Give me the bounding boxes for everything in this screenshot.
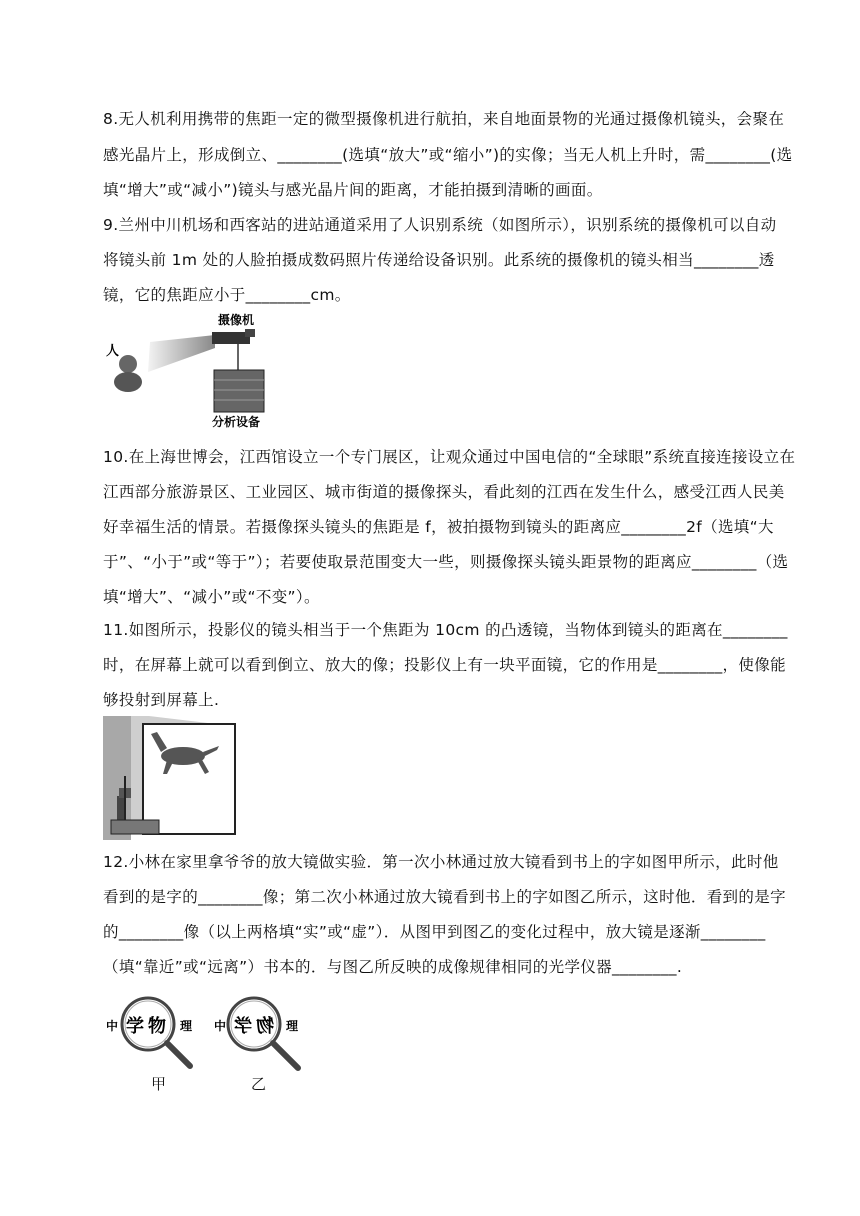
q10-line-4: 于”、“小于”或“等于”）；若要使取景范围变大一些，则摄像探头镜头距景物的距离应________（选: [103, 553, 789, 571]
char-left: 中: [106, 1019, 119, 1033]
char-right: 理: [180, 1019, 193, 1033]
q11-line-3: 够投射到屏幕上.: [103, 691, 220, 709]
char-1-mirrored: 物: [256, 1016, 274, 1037]
char-2: 物: [148, 1016, 166, 1037]
q10-line-2: 江西部分旅游景区、工业园区、城市街道的摄像探头，看此刻的江西在发生什么，感受江西人民美: [103, 483, 785, 501]
analysis-device: [214, 370, 264, 412]
q9-line-3: 镜，它的焦距应小于________cm。: [103, 286, 351, 304]
magnifier-figure-b: [214, 990, 314, 1072]
q8-line-3: 填“增大”或“减小”)镜头与感光晶片间的距离，才能拍摄到清晰的画面。: [103, 181, 603, 199]
q9-line-1: 9.兰州中川机场和西客站的进站通道采用了人识别系统（如图所示），识别系统的摄像机可以自动: [103, 216, 777, 234]
q12-line-2: 看到的是字的________像；第二次小林通过放大镜看到书上的字如图乙所示，这时他．看到的是字: [103, 888, 786, 906]
char-left: 中: [214, 1019, 227, 1033]
person-body: [114, 372, 142, 392]
q8-line-2: 感光晶片上，形成倒立、________(选填“放大”或“缩小”)的实像；当无人机上升时，需________(选: [103, 146, 793, 164]
q12-line-1: 12.小林在家里拿爷爷的放大镜做实验．第一次小林通过放大镜看到书上的字如图甲所示，此时他: [103, 853, 779, 871]
person-head: [119, 355, 137, 373]
figure-label-camera: 摄像机: [218, 313, 255, 327]
char-2-mirrored: 学: [234, 1016, 252, 1037]
figure-label-device: 分析设备: [212, 415, 261, 429]
q12-line-3: 的________像（以上两格填“实”或“虚”）．从图甲到图乙的变化过程中，放大镜是逐渐________: [103, 923, 766, 941]
q11-line-2: 时，在屏幕上就可以看到倒立、放大的像；投影仪上有一块平面镜，它的作用是________，使像能: [103, 656, 786, 674]
magnifier-figure-a: [104, 990, 204, 1072]
camera-beam: [148, 335, 215, 372]
camera-body: [212, 332, 250, 344]
face-recognition-figure: [100, 310, 300, 430]
q8-line-1: 8.无人机利用携带的焦距一定的微型摄像机进行航拍，来自地面景物的光通过摄像机镜头，会聚在: [103, 110, 785, 128]
q9-line-2: 将镜头前 1m 处的人脸拍摄成数码照片传递给设备识别。此系统的摄像机的镜头相当________透: [103, 251, 775, 269]
projector-figure: [101, 716, 251, 840]
q12-line-4: （填“靠近”或“远离”）书本的．与图乙所反映的成像规律相同的光学仪器________.: [103, 958, 683, 976]
magnifier-handle: [273, 1043, 298, 1068]
figure-label-person: 人: [106, 344, 120, 359]
q10-line-5: 填“增大”、“减小”或“不变”）。: [103, 588, 320, 606]
q10-line-3: 好幸福生活的情景。若摄像探头镜头的焦距是 f，被拍摄物到镜头的距离应________2f（选填“大: [103, 518, 774, 536]
figure-caption-b: 乙: [251, 1075, 267, 1093]
char-1: 学: [126, 1016, 144, 1037]
magnifier-handle: [167, 1043, 190, 1066]
char-right: 理: [286, 1019, 299, 1033]
q11-line-1: 11.如图所示，投影仪的镜头相当于一个焦距为 10cm 的凸透镜，当物体到镜头的距离在________: [103, 621, 788, 639]
figure-caption-a: 甲: [151, 1075, 167, 1093]
q10-line-1: 10.在上海世博会，江西馆设立一个专门展区，让观众通过中国电信的“全球眼”系统直接连接设立在: [103, 448, 796, 466]
